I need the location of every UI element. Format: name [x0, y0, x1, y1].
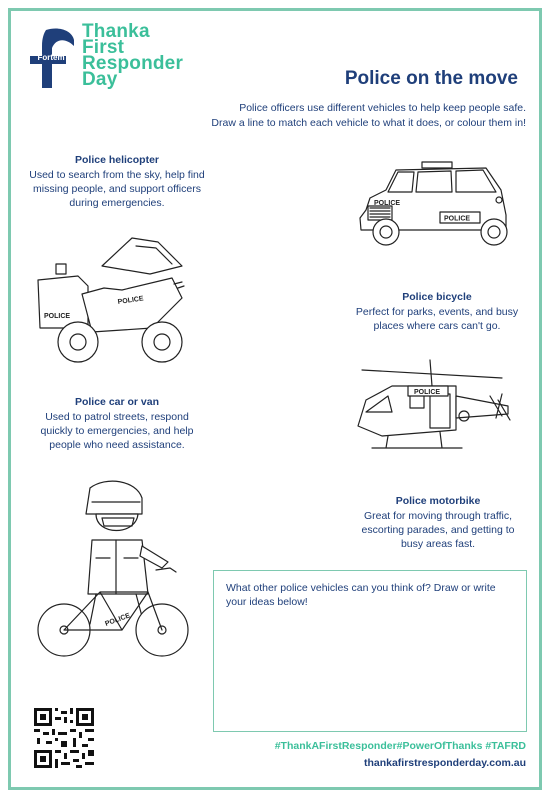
helicopter-description — [28, 153, 206, 210]
car-windscreen-label: POLICE — [374, 200, 401, 207]
intro-line-1: Police officers use different vehicles to help keep people safe. — [239, 102, 526, 114]
police-motorbike-illustration[interactable] — [32, 236, 190, 366]
brand-line-2: First — [82, 37, 125, 58]
motorbike-heading: Police motorbike — [395, 495, 481, 507]
motorbike-box-label: POLICE — [44, 313, 71, 320]
helicopter-label: POLICE — [414, 389, 441, 396]
car-description — [28, 395, 206, 452]
bicycle-text: Perfect for parks, events, and busy places where cars can't go. — [355, 306, 519, 332]
fortem-logo-icon — [26, 26, 76, 90]
bicycle-description — [345, 290, 529, 333]
page-title: Police on the move — [344, 68, 518, 89]
brand-line-1: Thanka — [82, 21, 150, 42]
brand-wordmark — [82, 21, 184, 90]
police-bicycle-illustration[interactable] — [36, 474, 196, 664]
brand-line-3: Responder — [82, 53, 184, 74]
logo-word: Fortem — [37, 53, 65, 62]
motorbike-description — [350, 494, 526, 551]
website-link[interactable]: thankafirstresponderday.com.au — [363, 757, 526, 769]
car-side-label: POLICE — [444, 215, 471, 223]
qr-code-icon[interactable] — [34, 708, 94, 768]
police-car-illustration[interactable] — [356, 160, 516, 255]
helicopter-text: Used to search from the sky, help find missing people, and support officers during emergencies. — [29, 169, 205, 209]
intro-text — [160, 101, 526, 131]
car-text: Used to patrol streets, respond quickly to emergencies, and help people who need assistance. — [40, 411, 194, 451]
drawing-prompt-box[interactable] — [213, 570, 527, 732]
bicycle-label: POLICE — [104, 612, 132, 628]
brand-line-4: Day — [82, 69, 118, 90]
helicopter-heading: Police helicopter — [74, 154, 160, 166]
motorbike-side-label: POLICE — [117, 295, 145, 306]
intro-line-2: Draw a line to match each vehicle to what it does, or colour them in! — [211, 117, 526, 129]
hashtags: #ThankAFirstResponder#PowerOfThanks #TAFRD — [274, 740, 526, 752]
bicycle-heading: Police bicycle — [402, 291, 472, 303]
motorbike-text: Great for moving through traffic, escorting parades, and getting to busy areas fast. — [361, 510, 515, 550]
drawing-prompt-text: What other police vehicles can you think of? Draw or write your ideas below! — [226, 582, 496, 608]
car-heading: Police car or van — [74, 396, 160, 408]
police-helicopter-illustration[interactable] — [352, 356, 518, 466]
